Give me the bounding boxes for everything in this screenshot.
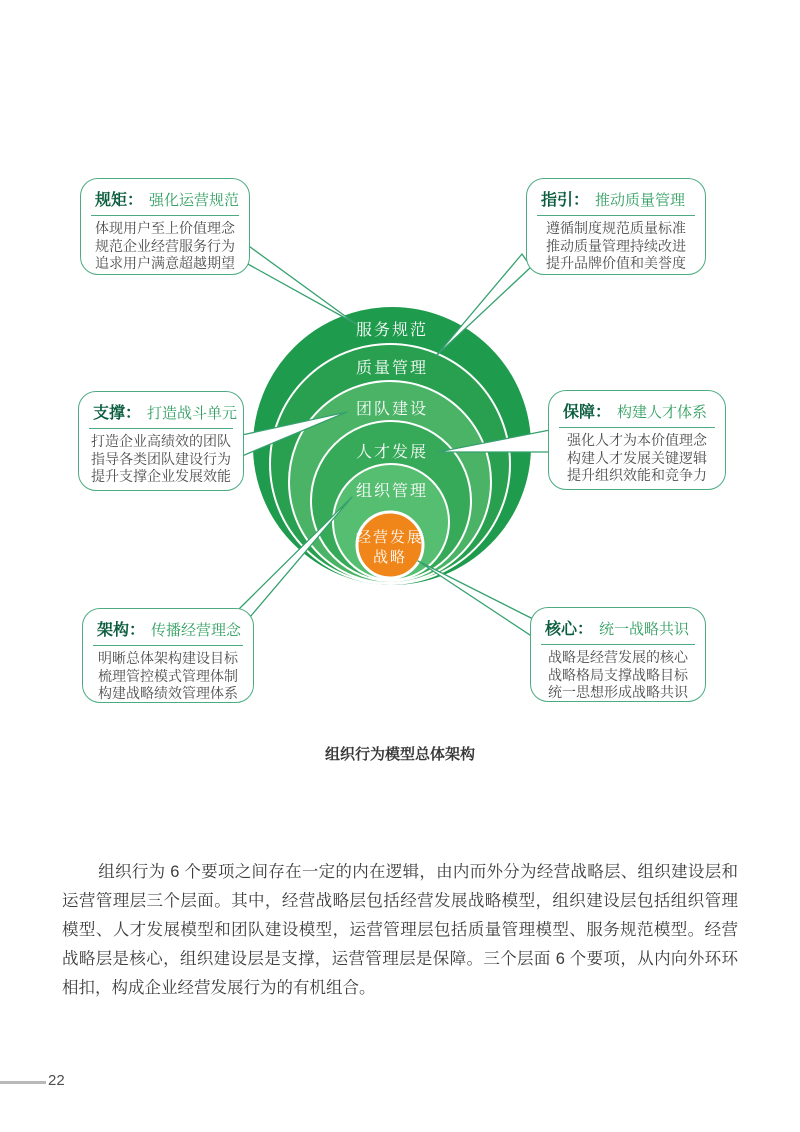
callout-zhiyin-header <box>527 179 705 210</box>
callout-zhicheng-body <box>79 433 243 486</box>
callout-zhiyin-title: 指引： <box>541 192 590 209</box>
ring-label-organization-management: 组织管理 <box>355 483 429 500</box>
callout-zhicheng-subtitle: 打造战斗单元 <box>147 405 238 422</box>
connector-hexin <box>418 561 533 637</box>
callout-hexin-line3: 统一思想形成战略共识 <box>548 684 688 700</box>
callout-hexin-line2: 战略格局支撑战略目标 <box>548 666 688 683</box>
callout-guiju-body <box>81 220 249 273</box>
callout-zhicheng-header <box>79 392 243 423</box>
callout-zhicheng-title: 支撑： <box>93 405 142 422</box>
callout-zhiyin-line3: 提升品牌价值和美誉度 <box>546 255 686 271</box>
callout-guiju-subtitle: 强化运营规范 <box>149 192 240 209</box>
callout-jiagou-line1: 明晰总体架构建设目标 <box>98 650 238 666</box>
callout-jiagou-title: 架构： <box>97 622 146 639</box>
callout-baozhang-line3: 提升组织效能和竞争力 <box>567 467 707 483</box>
figure-caption: 组织行为模型总体架构 <box>324 746 475 763</box>
callout-zhiyin <box>526 178 706 275</box>
callout-guiju-line3: 追求用户满意超越期望 <box>95 255 235 271</box>
callout-baozhang-subtitle: 构建人才体系 <box>617 404 708 421</box>
footer-rule <box>0 1081 46 1084</box>
callout-zhicheng-line3: 提升支撑企业发展效能 <box>91 468 231 484</box>
callout-hexin-line1: 战略是经营发展的核心 <box>548 649 688 665</box>
callout-guiju <box>80 178 250 275</box>
callout-zhiyin-divider <box>537 215 695 216</box>
callout-baozhang-divider <box>559 427 715 428</box>
ring-label-talent-development: 人才发展 <box>355 444 429 461</box>
ring-label-service-standards: 服务规范 <box>355 322 429 339</box>
connector-guiju <box>246 244 356 324</box>
callout-hexin-title: 核心： <box>545 621 594 638</box>
callout-guiju-header <box>81 179 249 210</box>
callout-zhicheng <box>78 391 244 491</box>
callout-zhiyin-line2: 推动质量管理持续改进 <box>546 237 686 254</box>
callout-guiju-line1: 体现用户至上价值理念 <box>95 220 235 236</box>
callout-jiagou <box>82 608 254 703</box>
body-paragraph: 组织行为 6 个要项之间存在一定的内在逻辑，由内而外分为经营战略层、组织建设层和运营管理层三个层面。其中，经营战略层包括经营发展战略模型，组织建设层包括组织管理模型、人才发展模型和团队建设模型，运营管理层包括质量管理模型、服务规范模型。经营战略层是核心，组织建设层是支撑，运营管理层是保障。三个层面 6 个要项，从内向外环环相扣，构成企业经营发展行为的有机组合。 <box>62 862 738 997</box>
callout-baozhang-title: 保障： <box>563 404 612 421</box>
core-label-line1: 经营发展 <box>355 529 425 546</box>
callout-jiagou-subtitle: 传播经营理念 <box>151 622 242 639</box>
callout-jiagou-divider <box>93 645 243 646</box>
callout-baozhang-header <box>549 391 725 422</box>
callout-guiju-title: 规矩： <box>95 192 144 209</box>
ring-label-quality-management: 质量管理 <box>355 360 429 377</box>
callout-guiju-divider <box>91 215 239 216</box>
callout-zhicheng-line2: 指导各类团队建设行为 <box>91 450 231 467</box>
callout-zhiyin-body <box>527 220 705 273</box>
callout-jiagou-body <box>83 650 253 703</box>
callout-baozhang-body <box>549 432 725 485</box>
callout-jiagou-line2: 梳理管控模式管理体制 <box>98 667 238 684</box>
callout-jiagou-line3: 构建战略绩效管理体系 <box>98 685 238 701</box>
callout-hexin-header <box>531 608 705 639</box>
callout-zhiyin-subtitle: 推动质量管理 <box>595 192 686 209</box>
callout-zhiyin-line1: 遵循制度规范质量标准 <box>546 220 686 236</box>
callout-zhicheng-line1: 打造企业高绩效的团队 <box>91 433 231 449</box>
callout-jiagou-header <box>83 609 253 640</box>
ring-label-team-building: 团队建设 <box>355 401 429 418</box>
callout-baozhang-line2: 构建人才发展关键逻辑 <box>567 449 707 466</box>
callout-guiju-line2: 规范企业经营服务行为 <box>95 237 235 254</box>
core-label-line2: 战略 <box>372 549 408 566</box>
callout-baozhang-line1: 强化人才为本价值理念 <box>567 432 707 448</box>
callout-baozhang <box>548 390 726 490</box>
callout-hexin-body <box>531 649 705 702</box>
page-number: 22 <box>48 1072 65 1089</box>
callout-zhicheng-divider <box>89 428 233 429</box>
callout-hexin <box>530 607 706 702</box>
callout-hexin-subtitle: 统一战略共识 <box>599 621 690 638</box>
callout-hexin-divider <box>541 644 695 645</box>
